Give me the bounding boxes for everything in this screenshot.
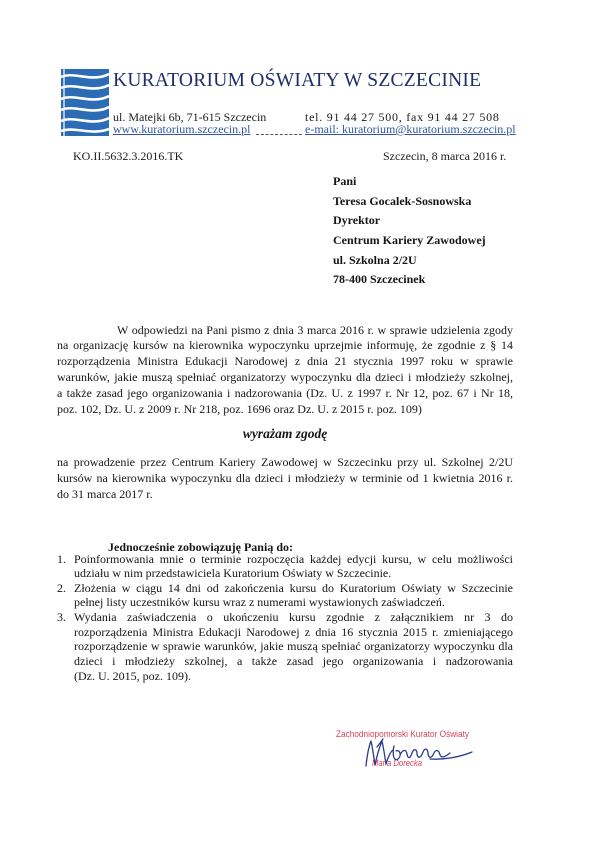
institution-phone-fax: tel. 91 44 27 500, fax 91 44 27 508 xyxy=(305,110,500,124)
stamp-name: Maria Dorecka xyxy=(372,758,422,768)
list-item-line: udziału w nim przedstawiciela Kuratorium Oświaty w Szczecinie. xyxy=(74,566,392,580)
recipient-name: Teresa Gocalek-Sosnowska xyxy=(333,193,472,208)
list-item-line: Wydania zaświadczenia o ukończeniu kursu zgodnie z załącznikiem nr 3 do xyxy=(74,610,513,624)
paragraph-2-line-3: do 31 marca 2017 r. xyxy=(57,486,153,501)
institution-name: KURATORIUM OŚWIATY W SZCZECINIE xyxy=(113,70,482,91)
website-link[interactable]: www.kuratorium.szczecin.pl xyxy=(113,122,251,136)
place-date: Szczecin, 8 marca 2016 r. xyxy=(383,149,507,163)
header-divider xyxy=(256,134,302,135)
paragraph-2-line-2: kursów na kierownika wypoczynku dla dzieci i młodzieży w terminie od 1 kwietnia 2016 r. xyxy=(57,470,513,485)
recipient-position: Dyrektor xyxy=(333,212,381,227)
paragraph-2-line-1: na prowadzenie przez Centrum Kariery Zawodowej w Szczecinku przy ul. Szkolnej 2/2U xyxy=(57,454,513,469)
paragraph-1-line-5: a także zasad jego organizowania i nadzorowania (Dz. U. z 1997 r. Nr 12, poz. 67 i Nr 18, xyxy=(57,385,513,400)
obligations-intro: Jednocześnie zobowiązuję Panią do: xyxy=(108,539,293,554)
list-item-number: 2. xyxy=(57,580,66,595)
list-item-number: 3. xyxy=(57,610,66,624)
list-item-line: rozporządzenie w sprawie warunków, jakie muszą spełniać organizatorzy wypoczynku dla xyxy=(74,639,513,654)
stamp-title: Zachodniopomorski Kurator Oświaty xyxy=(336,729,470,739)
paragraph-1-line-2: na organizację kursów na kierownika wypoczynku uprzejmie informuję, że zgodnie z § 14 xyxy=(57,338,513,353)
list-item-line: Poinformowania mnie o terminie rozpoczęcia każdej edycji kursu, w celu możliwości xyxy=(74,551,513,566)
list-item-line: (Dz. U. 2015, poz. 109). xyxy=(74,668,191,683)
list-item-line: Złożenia w ciągu 14 dni od zakończenia kursu do Kuratorium Oświaty w Szczecinie xyxy=(74,580,513,595)
paragraph-1-line-4: warunków, jakie muszą spełniać organizatorzy wypoczynku dla dzieci i młodzieży szkolnej, xyxy=(57,369,513,384)
waves-logo-icon xyxy=(61,69,109,136)
reference-number: KO.II.5632.3.2016.TK xyxy=(73,149,184,163)
list-item-line: pełnej listy uczestników kursu wraz z numerami wystawionych zaświadczeń. xyxy=(74,595,445,610)
list-item-line: rozporządzenia Ministra Edukacji Narodowej z dnia 16 stycznia 2015 r. zmieniającego xyxy=(74,624,513,639)
signature-stamp xyxy=(330,722,480,772)
list-item-number: 1. xyxy=(57,551,66,566)
recipient-salutation: Pani xyxy=(333,173,357,188)
list-item-line: dzieci i młodzieży szkolnej, a także zasad jego organizowania i nadzorowania xyxy=(74,653,513,668)
recipient-city: 78-400 Szczecinek xyxy=(333,271,426,286)
recipient-organization: Centrum Kariery Zawodowej xyxy=(333,232,486,247)
recipient-street: ul. Szkolna 2/2U xyxy=(333,252,417,267)
paragraph-1-line-6: poz. 102, Dz. U. z 2009 r. Nr 218, poz. 1696 oraz Dz. U. z 2015 r. poz. 109) xyxy=(57,401,422,416)
email-link[interactable]: e-mail: kuratorium@kuratorium.szczecin.pl xyxy=(305,122,516,136)
institution-address: ul. Matejki 6b, 71-615 Szczecin xyxy=(113,110,267,124)
paragraph-1-line-3: rozporządzenia Ministra Edukacji Narodowej z dnia 21 stycznia 1997 roku w sprawie xyxy=(57,354,513,369)
paragraph-1-line-1: W odpowiedzi na Pani pismo z dnia 3 marca 2016 r. w sprawie udzielenia zgody xyxy=(117,322,513,337)
consent-heading: wyrażam zgodę xyxy=(242,426,328,441)
